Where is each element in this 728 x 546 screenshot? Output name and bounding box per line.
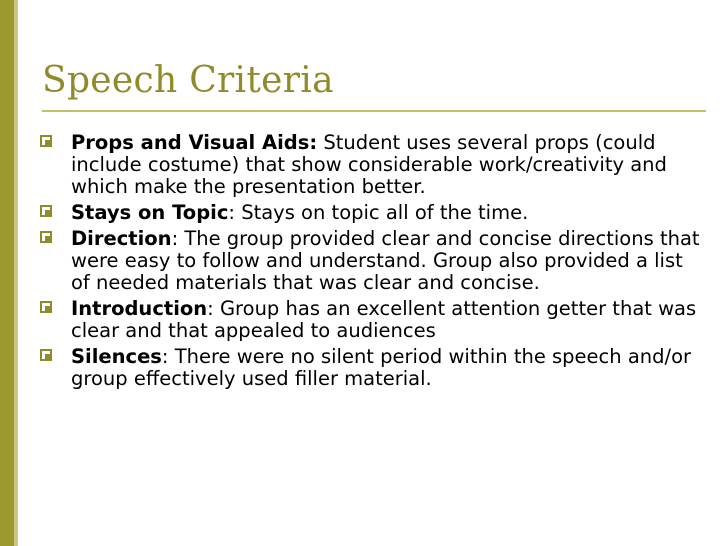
criteria-item-silences	[40, 346, 700, 390]
square-bullet-icon	[40, 231, 52, 243]
decorative-left-band-light	[14, 0, 18, 546]
square-bullet-icon	[40, 135, 52, 147]
criteria-list	[40, 132, 700, 394]
square-bullet-icon	[40, 205, 52, 217]
criteria-text: : Group has an excellent attention getter that was clear and that appealed to audiences	[71, 297, 697, 342]
criteria-text: : There were no silent period within the speech and/or group effectively used filler material.	[71, 345, 692, 390]
criteria-text: Student uses several props (could include costume) that show considerable work/creativity and which make the presentation better.	[71, 131, 667, 198]
square-bullet-icon	[40, 301, 52, 313]
criteria-term: Direction	[71, 227, 172, 250]
decorative-left-band	[0, 0, 14, 546]
criteria-text: : Stays on topic all of the time.	[228, 201, 529, 224]
criteria-item-direction	[40, 228, 700, 294]
criteria-item-props	[40, 132, 700, 198]
criteria-text: : The group provided clear and concise directions that were easy to follow and understand. Group also provided a list of needed materials that was clear and concise.	[71, 227, 700, 294]
criteria-term: Introduction	[71, 297, 208, 320]
criteria-term: Stays on Topic	[71, 201, 229, 224]
slide-title: Speech Criteria	[42, 60, 334, 101]
criteria-term: Props and Visual Aids:	[71, 131, 318, 154]
criteria-term: Silences	[71, 345, 162, 368]
title-underline	[42, 110, 706, 112]
criteria-item-topic	[40, 202, 700, 224]
square-bullet-icon	[40, 349, 52, 361]
criteria-item-introduction	[40, 298, 700, 342]
